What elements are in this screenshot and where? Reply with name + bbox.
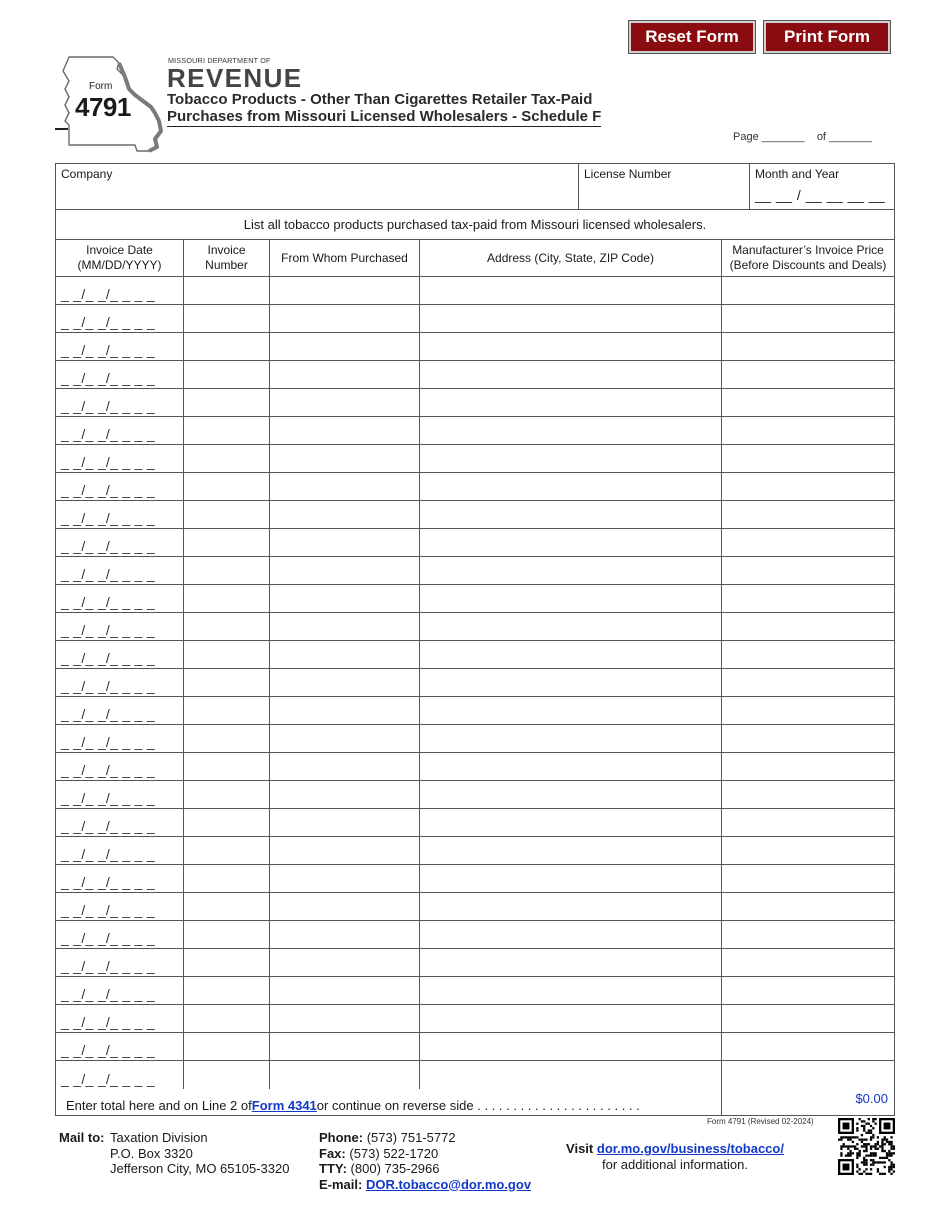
from-whom-input[interactable] — [270, 977, 420, 1004]
page-of-field[interactable] — [733, 131, 872, 143]
invoice-date-input[interactable]: _ _/_ _/_ _ _ _ — [56, 1005, 184, 1032]
table-row — [56, 1033, 894, 1061]
from-whom-input[interactable] — [270, 361, 420, 388]
mail-to-label: Mail to: — [59, 1130, 105, 1145]
address-input[interactable] — [420, 725, 722, 752]
form-title-line1: Tobacco Products - Other Than Cigarettes Retailer Tax-Paid — [167, 91, 593, 108]
invoice-number-input[interactable] — [184, 977, 270, 1004]
month-year-label: Month and Year — [755, 167, 840, 181]
address-input[interactable] — [420, 1061, 722, 1089]
address-input[interactable] — [420, 557, 722, 584]
invoice-date-input[interactable]: _ _/_ _/_ _ _ _ — [56, 893, 184, 920]
table-row — [56, 445, 894, 473]
address-input[interactable] — [420, 837, 722, 864]
table-row — [56, 1061, 894, 1089]
price-input[interactable] — [722, 445, 894, 472]
invoice-date-input[interactable]: _ _/_ _/_ _ _ _ — [56, 949, 184, 976]
license-number-label: License Number — [584, 167, 672, 181]
table-row — [56, 389, 894, 417]
invoice-date-input[interactable]: _ _/_ _/_ _ _ _ — [56, 361, 184, 388]
price-input[interactable] — [722, 473, 894, 500]
price-input[interactable] — [722, 809, 894, 836]
invoice-number-input[interactable] — [184, 641, 270, 668]
invoice-date-input[interactable]: _ _/_ _/_ _ _ _ — [56, 1033, 184, 1060]
address-input[interactable] — [420, 893, 722, 920]
department-name: MISSOURI DEPARTMENT OF — [168, 56, 271, 65]
invoice-number-input[interactable] — [184, 333, 270, 360]
from-whom-input[interactable] — [270, 921, 420, 948]
print-form-button[interactable]: Print Form — [764, 21, 890, 53]
invoice-date-input[interactable]: _ _/_ _/_ _ _ _ — [56, 809, 184, 836]
header-invoice-number: Invoice Number — [184, 240, 270, 276]
from-whom-input[interactable] — [270, 613, 420, 640]
invoice-number-input[interactable] — [184, 921, 270, 948]
invoice-number-input[interactable] — [184, 1061, 270, 1089]
price-input[interactable] — [722, 893, 894, 920]
address-input[interactable] — [420, 501, 722, 528]
table-row — [56, 473, 894, 501]
from-whom-input[interactable] — [270, 445, 420, 472]
price-input[interactable] — [722, 1061, 894, 1089]
company-label: Company — [61, 167, 113, 181]
from-whom-input[interactable] — [270, 865, 420, 892]
price-input[interactable] — [722, 865, 894, 892]
table-row — [56, 893, 894, 921]
from-whom-input[interactable] — [270, 669, 420, 696]
price-input[interactable] — [722, 585, 894, 612]
table-row — [56, 1005, 894, 1033]
address-input[interactable] — [420, 417, 722, 444]
address-input[interactable] — [420, 613, 722, 640]
table-row — [56, 277, 894, 305]
header-rule — [55, 128, 68, 130]
invoice-date-input[interactable]: _ _/_ _/_ _ _ _ — [56, 669, 184, 696]
table-row — [56, 865, 894, 893]
from-whom-input[interactable] — [270, 809, 420, 836]
form-number: 4791 — [75, 92, 131, 122]
table-row — [56, 585, 894, 613]
from-whom-input[interactable] — [270, 277, 420, 304]
table-row — [56, 753, 894, 781]
table-row — [56, 557, 894, 585]
from-whom-input[interactable] — [270, 585, 420, 612]
invoice-number-input[interactable] — [184, 753, 270, 780]
from-whom-input[interactable] — [270, 529, 420, 556]
invoice-number-input[interactable] — [184, 837, 270, 864]
email-link[interactable]: DOR.tobacco@dor.mo.gov — [365, 1176, 532, 1192]
table-row — [56, 781, 894, 809]
invoice-number-input[interactable] — [184, 1033, 270, 1060]
invoice-date-input[interactable]: _ _/_ _/_ _ _ _ — [56, 585, 184, 612]
from-whom-input[interactable] — [270, 641, 420, 668]
invoice-date-input[interactable]: _ _/_ _/_ _ _ _ — [56, 725, 184, 752]
price-input[interactable] — [722, 837, 894, 864]
instruction-row — [56, 210, 894, 240]
price-input[interactable] — [722, 669, 894, 696]
month-year-field[interactable] — [750, 164, 894, 209]
price-input[interactable] — [722, 1005, 894, 1032]
address-input[interactable] — [420, 781, 722, 808]
invoice-date-input[interactable]: _ _/_ _/_ _ _ _ — [56, 697, 184, 724]
from-whom-input[interactable] — [270, 1061, 420, 1089]
price-input[interactable] — [722, 529, 894, 556]
invoice-number-input[interactable] — [184, 361, 270, 388]
invoice-number-input[interactable] — [184, 669, 270, 696]
from-whom-input[interactable] — [270, 781, 420, 808]
month-year-blanks: __ __ / __ __ __ __ — [755, 187, 886, 203]
address-input[interactable] — [420, 977, 722, 1004]
invoice-date-input[interactable]: _ _/_ _/_ _ _ _ — [56, 977, 184, 1004]
invoice-date-input[interactable]: _ _/_ _/_ _ _ _ — [56, 529, 184, 556]
table-row — [56, 949, 894, 977]
price-input[interactable] — [722, 277, 894, 304]
form-label: Form — [89, 81, 113, 92]
price-input[interactable] — [722, 613, 894, 640]
table-row — [56, 613, 894, 641]
table-row — [56, 305, 894, 333]
table-row — [56, 837, 894, 865]
invoice-number-input[interactable] — [184, 613, 270, 640]
address-input[interactable] — [420, 949, 722, 976]
invoice-number-input[interactable] — [184, 277, 270, 304]
invoice-date-input[interactable]: _ _/_ _/_ _ _ _ — [56, 865, 184, 892]
website-link[interactable]: dor.mo.gov/business/tobacco/ — [596, 1141, 784, 1156]
invoice-date-input[interactable]: _ _/_ _/_ _ _ _ — [56, 305, 184, 332]
invoice-date-input[interactable]: _ _/_ _/_ _ _ _ — [56, 389, 184, 416]
total-row — [56, 1089, 894, 1115]
column-header-row — [56, 240, 894, 277]
table-row — [56, 921, 894, 949]
header-price: Manufacturer’s Invoice Price (Before Discounts and Deals) — [729, 243, 887, 272]
invoice-number-input[interactable] — [184, 473, 270, 500]
invoice-number-input[interactable] — [184, 501, 270, 528]
invoice-number-input[interactable] — [184, 893, 270, 920]
address-input[interactable] — [420, 277, 722, 304]
table-row — [56, 361, 894, 389]
price-input[interactable] — [722, 977, 894, 1004]
price-input[interactable] — [722, 501, 894, 528]
total-label: Enter total here and on Line 2 of Form 4341 or continue on reverse side . . . . . . . . . . . . . . . . . . . . . . . — [56, 1089, 722, 1115]
from-whom-input[interactable] — [270, 949, 420, 976]
address-input[interactable] — [420, 753, 722, 780]
price-input[interactable] — [722, 725, 894, 752]
company-field[interactable] — [56, 164, 579, 209]
header-address: Address (City, State, ZIP Code) — [420, 240, 722, 276]
invoice-number-input[interactable] — [184, 557, 270, 584]
invoice-number-input[interactable] — [184, 809, 270, 836]
table-row — [56, 529, 894, 557]
address-input[interactable] — [420, 1033, 722, 1060]
contact-info: Phone: (573) 751-5772 Fax: (573) 522-1720 TTY: (800) 735-2966 E-mail: DOR.tobacco@dor.mo.gov — [319, 1130, 532, 1192]
from-whom-input[interactable] — [270, 557, 420, 584]
from-whom-input[interactable] — [270, 473, 420, 500]
table-row — [56, 977, 894, 1005]
address-input[interactable] — [420, 585, 722, 612]
from-whom-input[interactable] — [270, 1005, 420, 1032]
invoice-date-input[interactable]: _ _/_ _/_ _ _ _ — [56, 641, 184, 668]
from-whom-input[interactable] — [270, 725, 420, 752]
address-input[interactable] — [420, 697, 722, 724]
address-input[interactable] — [420, 305, 722, 332]
price-input[interactable] — [722, 389, 894, 416]
price-input[interactable] — [722, 753, 894, 780]
info-row — [56, 164, 894, 210]
invoice-number-input[interactable] — [184, 1005, 270, 1032]
price-input[interactable] — [722, 1033, 894, 1060]
mail-address: Taxation Division P.O. Box 3320 Jefferson City, MO 65105-3320 — [110, 1130, 290, 1176]
address-input[interactable] — [420, 445, 722, 472]
price-input[interactable] — [722, 921, 894, 948]
from-whom-input[interactable] — [270, 893, 420, 920]
price-input[interactable] — [722, 557, 894, 584]
address-input[interactable] — [420, 1005, 722, 1032]
price-input[interactable] — [722, 641, 894, 668]
visit-info: Visit dor.mo.gov/business/tobacco/ for additional information. — [566, 1141, 784, 1172]
table-row — [56, 725, 894, 753]
invoice-date-input[interactable]: _ _/_ _/_ _ _ _ — [56, 501, 184, 528]
page-label: Page _______ — [733, 131, 805, 143]
price-input[interactable] — [722, 361, 894, 388]
address-input[interactable] — [420, 921, 722, 948]
instruction-text: List all tobacco products purchased tax-paid from Missouri licensed wholesalers. — [243, 217, 707, 232]
invoice-number-input[interactable] — [184, 949, 270, 976]
schedule-table — [55, 163, 895, 1116]
from-whom-input[interactable] — [270, 333, 420, 360]
invoice-date-input[interactable]: _ _/_ _/_ _ _ _ — [56, 557, 184, 584]
from-whom-input[interactable] — [270, 753, 420, 780]
invoice-date-input[interactable]: _ _/_ _/_ _ _ _ — [56, 837, 184, 864]
of-label: of _______ — [816, 131, 872, 143]
address-input[interactable] — [420, 333, 722, 360]
invoice-date-input[interactable]: _ _/_ _/_ _ _ _ — [56, 277, 184, 304]
address-input[interactable] — [420, 809, 722, 836]
price-input[interactable] — [722, 333, 894, 360]
invoice-number-input[interactable] — [184, 725, 270, 752]
invoice-number-input[interactable] — [184, 417, 270, 444]
invoice-date-input[interactable]: _ _/_ _/_ _ _ _ — [56, 473, 184, 500]
total-value-field[interactable]: $0.00 — [855, 1091, 888, 1106]
table-row — [56, 333, 894, 361]
from-whom-input[interactable] — [270, 305, 420, 332]
from-whom-input[interactable] — [270, 417, 420, 444]
price-input[interactable] — [722, 305, 894, 332]
from-whom-input[interactable] — [270, 389, 420, 416]
table-row — [56, 809, 894, 837]
invoice-number-input[interactable] — [184, 529, 270, 556]
price-input[interactable] — [722, 417, 894, 444]
from-whom-input[interactable] — [270, 1033, 420, 1060]
table-row — [56, 641, 894, 669]
invoice-date-input[interactable]: _ _/_ _/_ _ _ _ — [56, 613, 184, 640]
qr-code-icon — [838, 1118, 895, 1175]
invoice-date-input[interactable]: _ _/_ _/_ _ _ _ — [56, 781, 184, 808]
address-input[interactable] — [420, 669, 722, 696]
price-input[interactable] — [722, 949, 894, 976]
revision-note: Form 4791 (Revised 02-2024) — [707, 1117, 814, 1126]
address-input[interactable] — [420, 529, 722, 556]
invoice-number-input[interactable] — [184, 865, 270, 892]
address-input[interactable] — [420, 865, 722, 892]
form-4341-link[interactable]: Form 4341 — [251, 1098, 317, 1113]
invoice-number-input[interactable] — [184, 697, 270, 724]
invoice-date-input[interactable]: _ _/_ _/_ _ _ _ — [56, 921, 184, 948]
table-row — [56, 697, 894, 725]
address-input[interactable] — [420, 389, 722, 416]
header-invoice-date: Invoice Date (MM/DD/YYYY) — [56, 240, 184, 276]
invoice-date-input[interactable]: _ _/_ _/_ _ _ _ — [56, 753, 184, 780]
revenue-logo: REVENUE — [167, 63, 303, 93]
address-input[interactable] — [420, 641, 722, 668]
address-input[interactable] — [420, 473, 722, 500]
invoice-number-input[interactable] — [184, 305, 270, 332]
license-number-field[interactable] — [579, 164, 750, 209]
table-row — [56, 501, 894, 529]
from-whom-input[interactable] — [270, 697, 420, 724]
invoice-date-input[interactable]: _ _/_ _/_ _ _ _ — [56, 445, 184, 472]
invoice-number-input[interactable] — [184, 389, 270, 416]
header-from-whom: From Whom Purchased — [270, 240, 420, 276]
data-rows — [56, 277, 894, 1089]
invoice-number-input[interactable] — [184, 445, 270, 472]
price-input[interactable] — [722, 697, 894, 724]
invoice-date-input[interactable]: _ _/_ _/_ _ _ _ — [56, 333, 184, 360]
price-input[interactable] — [722, 781, 894, 808]
table-row — [56, 669, 894, 697]
invoice-date-input[interactable]: _ _/_ _/_ _ _ _ — [56, 417, 184, 444]
from-whom-input[interactable] — [270, 501, 420, 528]
invoice-number-input[interactable] — [184, 585, 270, 612]
invoice-number-input[interactable] — [184, 781, 270, 808]
table-row — [56, 417, 894, 445]
address-input[interactable] — [420, 361, 722, 388]
invoice-date-input[interactable]: _ _/_ _/_ _ _ _ — [56, 1061, 184, 1089]
from-whom-input[interactable] — [270, 837, 420, 864]
form-title-line2: Purchases from Missouri Licensed Wholesalers - Schedule F — [167, 108, 602, 125]
reset-form-button[interactable]: Reset Form — [629, 21, 755, 53]
